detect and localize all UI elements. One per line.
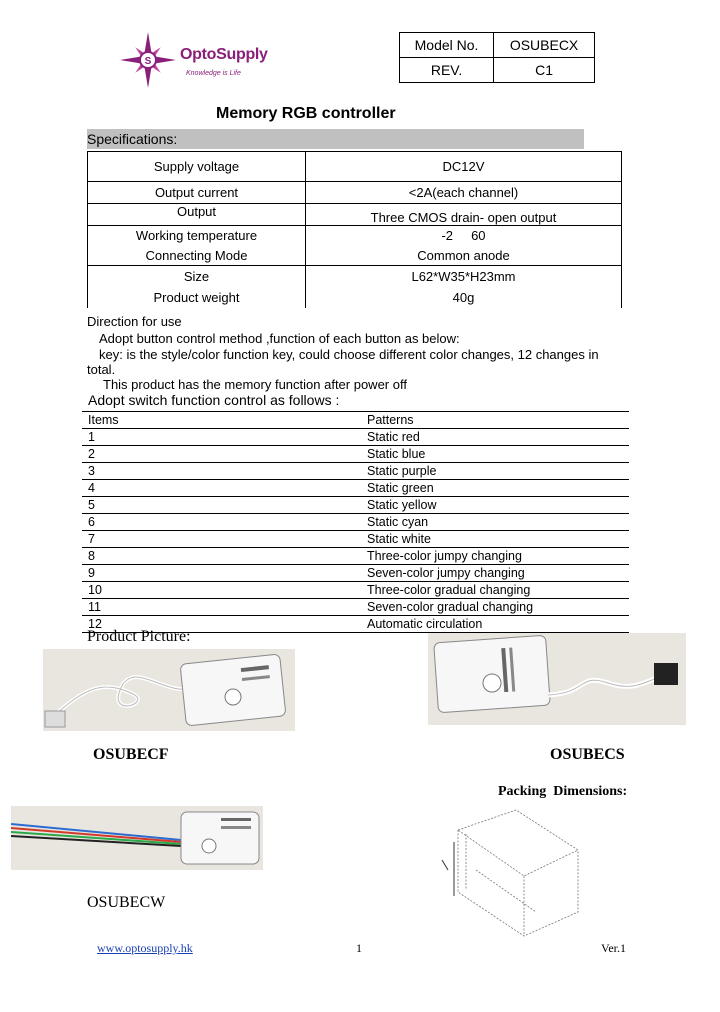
table-row <box>82 446 629 463</box>
table-row <box>82 582 629 599</box>
item-cell: 5 <box>82 497 361 514</box>
pattern-cell: Static red <box>361 429 629 446</box>
pattern-cell: Three-color gradual changing <box>361 582 629 599</box>
item-cell: 10 <box>82 582 361 599</box>
spec-label: Size <box>88 266 306 287</box>
pattern-cell: Automatic circulation <box>361 616 629 633</box>
spec-row <box>88 287 622 308</box>
pattern-cell: Three-color jumpy changing <box>361 548 629 565</box>
spec-value: -2 60 <box>441 228 486 244</box>
spec-value: <2A(each channel) <box>306 182 622 204</box>
pattern-cell: Static yellow <box>361 497 629 514</box>
direction-line: total. <box>87 362 116 377</box>
pattern-cell: Seven-color gradual changing <box>361 599 629 616</box>
spec-label: Supply voltage <box>88 152 306 182</box>
svg-text:S: S <box>144 56 152 67</box>
photo-osubecf <box>43 649 295 731</box>
photo-osubecs <box>428 633 686 725</box>
rev-value: C1 <box>494 58 595 83</box>
company-logo <box>118 30 288 90</box>
star-logo-icon <box>118 30 178 90</box>
caption-osubecf: OSUBECF <box>93 746 169 763</box>
pattern-cell: Seven-color jumpy changing <box>361 565 629 582</box>
spec-value: 40g <box>452 289 475 305</box>
item-cell: 8 <box>82 548 361 565</box>
spec-label: Working temperature <box>88 226 306 246</box>
spec-value: Three CMOS drain- open output <box>306 204 622 226</box>
table-row <box>82 480 629 497</box>
specs-header: Specifications: <box>87 129 584 149</box>
header-items: Items <box>82 412 361 429</box>
photo-osubecw <box>11 806 263 870</box>
item-cell: 7 <box>82 531 361 548</box>
direction-line: This product has the memory function after power off <box>103 377 407 392</box>
specs-table <box>87 151 622 308</box>
item-cell: 9 <box>82 565 361 582</box>
spec-label: Output current <box>88 182 306 204</box>
table-row <box>82 463 629 480</box>
item-cell: 12 <box>82 616 361 633</box>
logo-tagline: Knowledge is Life <box>186 70 241 77</box>
direction-line: Adopt button control method ,function of each button as below: <box>99 331 460 346</box>
model-value: OSUBECX <box>494 33 595 58</box>
item-cell: 4 <box>82 480 361 497</box>
header-patterns: Patterns <box>361 412 629 429</box>
page-number: 1 <box>356 941 362 955</box>
packing-dimensions-heading: Packing Dimensions: <box>498 784 628 799</box>
table-row <box>82 497 629 514</box>
table-row <box>82 565 629 582</box>
model-info-table <box>399 32 595 83</box>
direction-line: key: is the style/color function key, could choose different color changes, 12 changes in <box>99 347 599 362</box>
pattern-cell: Static white <box>361 531 629 548</box>
pattern-cell: Static purple <box>361 463 629 480</box>
spec-row <box>88 152 622 182</box>
controller-photo-icon <box>11 806 263 870</box>
item-cell: 6 <box>82 514 361 531</box>
patterns-table <box>82 411 629 633</box>
caption-osubecw: OSUBECW <box>87 894 166 911</box>
page-title: Memory RGB controller <box>216 105 396 122</box>
footer-url-link[interactable]: www.optosupply.hk <box>97 941 193 955</box>
spec-label: Output <box>88 204 306 226</box>
packing-diagram <box>436 800 586 940</box>
model-label: Model No. <box>400 33 494 58</box>
controller-photo-icon <box>43 649 295 731</box>
pattern-cell: Static green <box>361 480 629 497</box>
controller-photo-icon <box>428 633 686 725</box>
pattern-cell: Static blue <box>361 446 629 463</box>
table-row <box>82 531 629 548</box>
spec-value: DC12V <box>306 152 622 182</box>
item-cell: 1 <box>82 429 361 446</box>
spec-value: Common anode <box>306 246 622 266</box>
table-row <box>82 599 629 616</box>
spec-row <box>88 246 622 266</box>
direction-line: Adopt switch function control as follows : <box>88 392 340 408</box>
spec-label: Product weight <box>88 287 306 308</box>
spec-row <box>88 266 622 287</box>
table-row <box>82 548 629 565</box>
version-label: Ver.1 <box>601 941 626 955</box>
item-cell: 11 <box>82 599 361 616</box>
spec-label: Connecting Mode <box>88 246 306 266</box>
direction-heading: Direction for use <box>87 314 182 329</box>
product-picture-heading: Product Picture: <box>87 628 191 645</box>
table-row <box>82 514 629 531</box>
caption-osubecs: OSUBECS <box>550 746 625 763</box>
box-diagram-icon <box>436 800 586 940</box>
rev-label: REV. <box>400 58 494 83</box>
spec-row <box>88 204 622 226</box>
spec-row <box>88 182 622 204</box>
item-cell: 2 <box>82 446 361 463</box>
table-row <box>82 429 629 446</box>
spec-row <box>88 226 622 246</box>
logo-name: OptoSupply <box>180 46 268 63</box>
pattern-cell: Static cyan <box>361 514 629 531</box>
item-cell: 3 <box>82 463 361 480</box>
table-header-row <box>82 412 629 429</box>
spec-value: L62*W35*H23mm <box>411 268 516 284</box>
